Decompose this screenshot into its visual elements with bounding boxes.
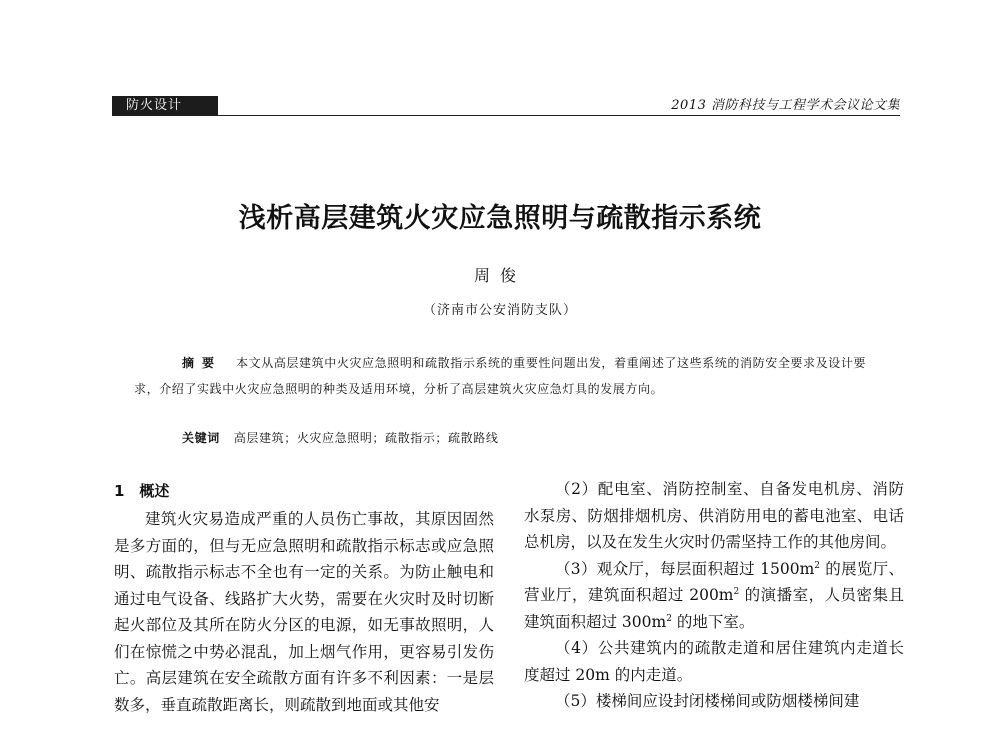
list-item-text: （3）观众厅，每层面积超过 1500m [555,559,815,578]
keywords-text: 高层建筑；火灾应急照明；疏散指示；疏散路线 [233,431,499,445]
left-column [114,476,494,718]
list-item-text: 的演播室，人员密集且建筑面积超过 300m [524,586,904,631]
list-item: （5）楼梯间应设封闭楼梯间或防烟楼梯间建 [555,692,860,710]
list-item-text: 的展览厅、营业厅，建筑面积超过 200m [524,559,904,604]
paper-affiliation: （济南市公安消防支队） [422,303,577,318]
superscript: 2 [814,560,821,571]
abstract-label: 摘要 [182,356,223,370]
paper-author: 周俊 [473,266,526,285]
abstract-text: 本文从高层建筑中火灾应急照明和疏散指示系统的重要性问题出发，着重阐述了这些系统的消防安全要求及设计要求，介绍了实践中火灾应急照明的种类及适用环境，分析了高层建筑火灾应急灯具的发展方向。 [134,356,867,396]
keywords [182,428,882,448]
right-column [524,476,904,715]
journal-name: 2013 消防科技与工程学术会议论文集 [671,98,900,113]
keywords-label: 关键词 [182,431,220,445]
list-item-text: 的地下室。 [671,612,755,631]
list-item [524,556,904,636]
list-item: （2）配电室、消防控制室、自备发电机房、消防水泵房、防烟排烟机房、供消防用电的蓄电池室、电话总机房，以及在发生火灾时仍需坚持工作的其他房间。 [524,480,904,551]
superscript: 2 [666,613,672,624]
paper-title: 浅析高层建筑火灾应急照明与疏散指示系统 [238,203,762,234]
list-item: （4）公共建筑内的疏散走道和居住建筑内走道长度超过 20m 的内走道。 [524,639,904,684]
running-header [112,96,900,116]
section-heading: 1 概述 [114,482,170,500]
body-paragraph: 建筑火灾易造成严重的人员伤亡事故，其原因固然是多方面的，但与无应急照明和疏散指示标志或应急照明、疏散指示标志不全也有一定的关系。为防止触电和通过电气设备、线路扩大火势，需要在火灾时及时切断起火部位及其所在防火分区的电源，如无事故照明，人们在惊慌之中势必混乱，加上烟气作用，更容易引发伤亡。高层建筑在安全疏散方面有许多不利因素：一是层数多，垂直疏散距离长，则疏散到地面或其他安 [114,510,494,714]
superscript: 2 [733,586,740,597]
section-tag: 防火设计 [112,96,218,116]
abstract [134,350,874,402]
